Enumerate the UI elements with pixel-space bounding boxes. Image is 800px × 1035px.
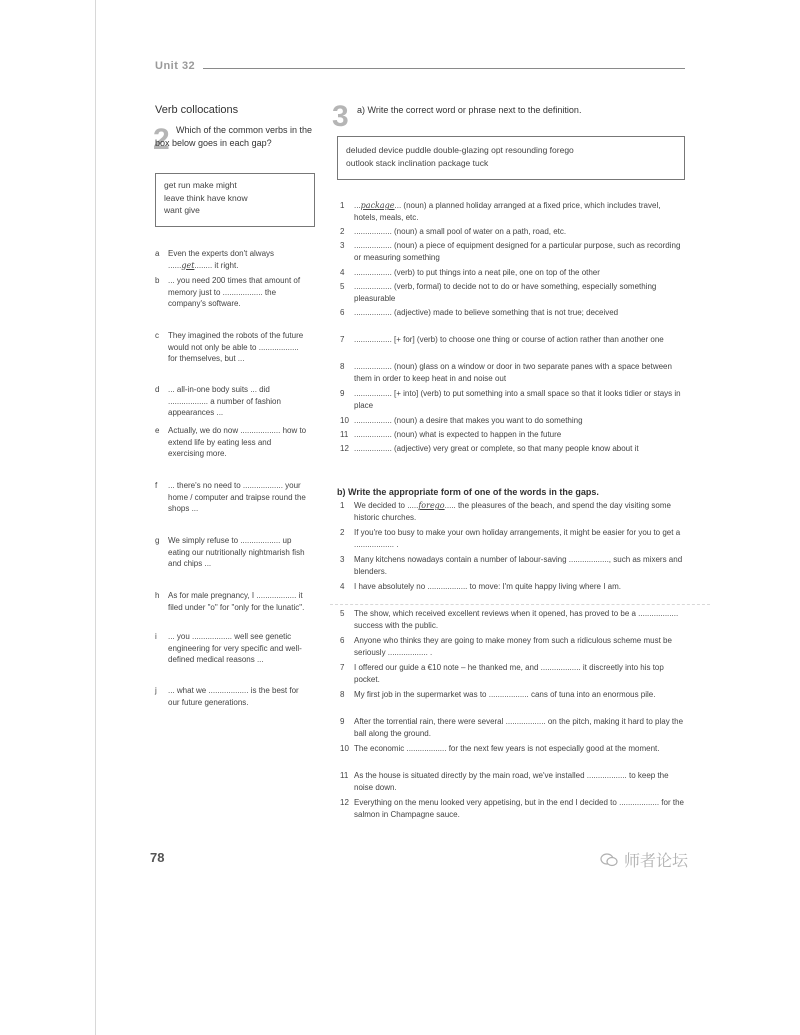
exercise-3a-instruction: a) Write the correct word or phrase next to the definition. xyxy=(357,105,582,115)
item-text: They imagined the robots of the future would not only be able to .................. for themselves, but ... xyxy=(168,331,304,363)
item-text: ... you need 200 times that amount of memory just to .................. the company's software. xyxy=(168,276,301,308)
item-letter: f xyxy=(155,481,158,490)
verb-box-line: get run make might xyxy=(164,180,237,190)
wechat-icon xyxy=(600,853,618,867)
item-letter: i xyxy=(155,632,157,641)
item-letter: h xyxy=(155,591,160,600)
header-rule xyxy=(203,68,685,69)
unit-label: Unit 32 xyxy=(155,60,196,72)
scan-fold-line xyxy=(330,604,710,605)
item-text: As for male pregnancy, I .................. it filed under "o" for "only for the lunatic". xyxy=(168,591,305,612)
verb-box-line: want give xyxy=(164,205,200,215)
verb-box xyxy=(155,173,315,227)
item-text: Even the experts don't always ......get........ it right. xyxy=(168,249,275,270)
item-letter: e xyxy=(155,426,160,435)
item-text: ... what we .................. is the best for our future generations. xyxy=(168,686,299,707)
section-title: Verb collocations xyxy=(155,104,239,116)
binding-margin-line xyxy=(95,0,96,1035)
item-text: ... there's no need to .................. your home / computer and traipse round the shops ... xyxy=(168,481,306,513)
word-box-line: outlook stack inclination package tuck xyxy=(346,157,489,168)
item-letter: g xyxy=(155,536,160,545)
word-box xyxy=(337,136,685,180)
filled-answer: package xyxy=(360,201,395,210)
watermark-text: 师者论坛 xyxy=(624,853,689,870)
item-text: Actually, we do now .................. how to extend life by eating less and exercising more. xyxy=(168,426,307,458)
verb-box-line: leave think have know xyxy=(164,192,248,203)
item-letter: j xyxy=(155,686,157,695)
item-text: We simply refuse to .................. up eating our nutritionally nightmarish fish and chips ... xyxy=(168,536,305,568)
watermark xyxy=(600,848,688,871)
filled-answer: get xyxy=(181,260,195,270)
exercise-number-3: 3 xyxy=(332,100,349,133)
definitions-list: 1 ...package... (noun) a planned holiday arranged at a fixed price, which includes travel, hotels, meals, etc. 2 ................. (noun) a small pool of water on a path, road, etc. 3 ................. (noun) a piece of equipment designed for a particular purpose, such as recording or measuring something 4 ................. (verb) to put things into a neat pile, one on top of the other 5 ................. (verb, formal) to decide not to do or have something, especially something pleasurable 6 ................. (adjective) made to believe something that is not true; deceived 7 ................. [+ for] (verb) to choose one thing or course of action rather than another one 8 ................. (noun) glass on a window or door in two separate panes with a space between them in order to keep heat in and noise out 9 ................. [+ into] (verb) to put something into a small space so that it looks tidier or stays in place 10 ................. (noun) a desire that makes you want to do something 11 ................. (noun) what is expected to happen in the future 12 ................. (adjective) very great or complete, so that many people know about it xyxy=(340,201,681,453)
item-text: ... all-in-one body suits ... did .................. a number of fashion appearances ... xyxy=(168,385,281,417)
sentences-list: 1 We decided to .....forego..... the pleasures of the beach, and spend the day visiting some historic churches. 2 If you're too busy to make your own holiday arrangements, it might be easier for you to get a .................. . 3 Many kitchens nowadays contain a number of labour-saving .................., such as mixers and blenders. 4 I have absolutely no .................. to move: I'm quite happy living where I am. 5 The show, which received excellent reviews when it opened, has proved to be a .................. success with the public. 6 Anyone who thinks they are going to make money from such a ridiculous scheme must be seriously .................. . 7 I offered our guide a €10 note – he thanked me, and .................. it discreetly into his top pocket. 8 My first job in the supermarket was to .................. cans of tuna into an enormous pile. 9 After the torrential rain, there were several .................. on the pitch, making it hard to play the ball along the ground. 10 The economic .................. for the next few years is not especially good at the moment. 11 As the house is situated directly by the main road, we've installed .................. to keep the noise down. 12 Everything on the menu looked very appetising, but in the end I decided to .................. for the salmon in Champagne sauce. xyxy=(340,501,684,819)
item-letter: a xyxy=(155,249,160,258)
exercise-item-a xyxy=(155,248,315,272)
item-letter: b xyxy=(155,276,160,285)
exercise-2-instruction: Which of the common verbs in the box below goes in each gap? xyxy=(155,125,313,148)
item-letter: d xyxy=(155,385,160,394)
item-letter: c xyxy=(155,331,159,340)
filled-answer: forego xyxy=(418,501,445,510)
exercise-number-2: 2 xyxy=(153,123,170,156)
word-box-line: deluded device puddle double-glazing opt resounding forego xyxy=(346,145,574,155)
exercise-3b-instruction: b) Write the appropriate form of one of the words in the gaps. xyxy=(337,487,599,497)
page-number: 78 xyxy=(150,850,165,865)
item-text: ... you .................. well see genetic engineering for very specific and well-defined medical reasons ... xyxy=(168,632,302,664)
